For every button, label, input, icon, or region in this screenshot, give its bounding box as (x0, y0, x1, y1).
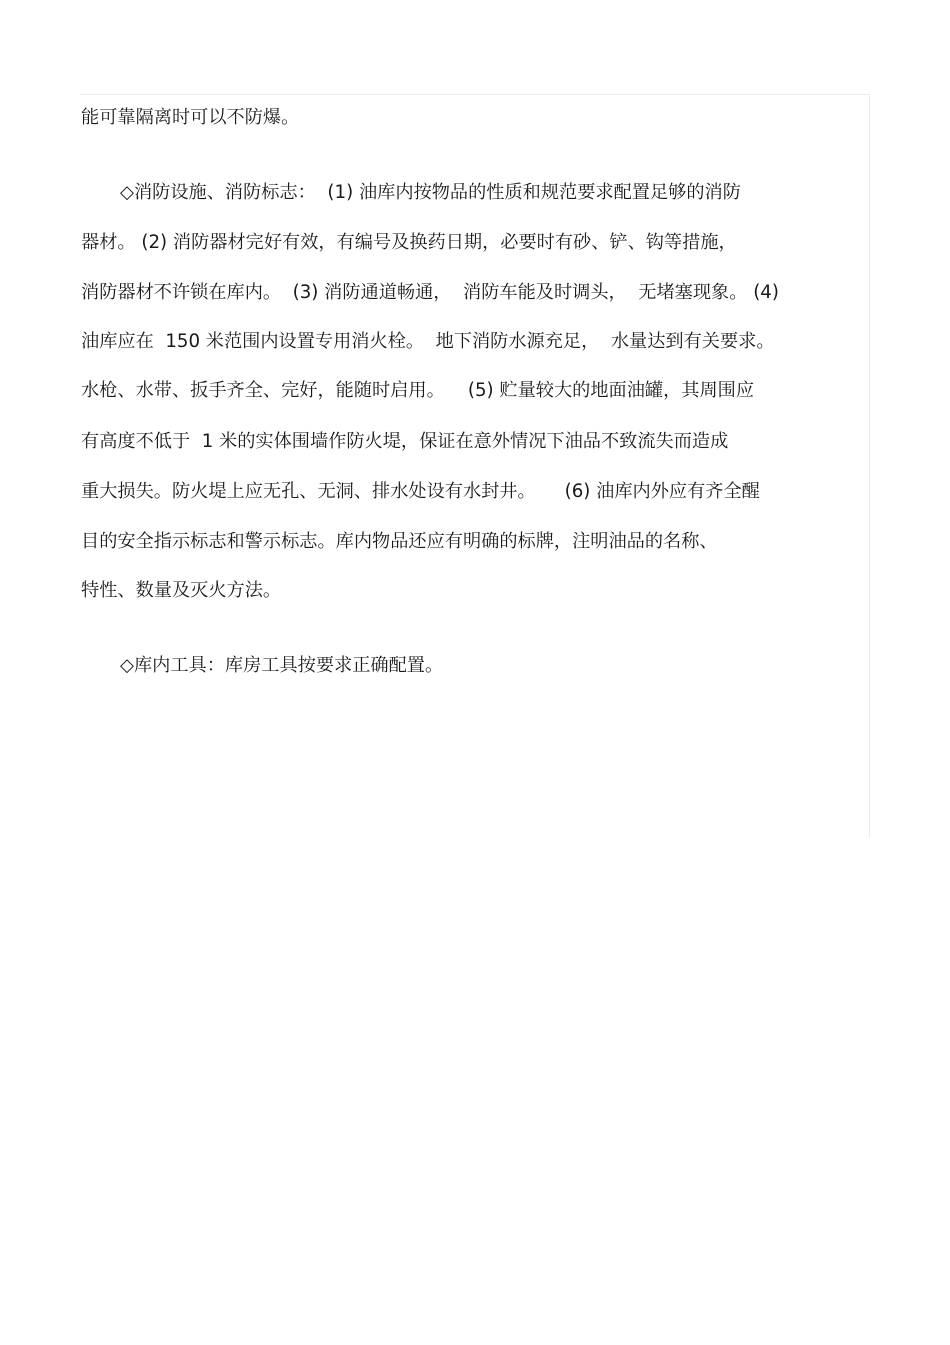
paragraph-2-line-5: 水枪、水带、扳手齐全、完好，能随时启用。 (5) 贮量较大的地面油罐，其周围应 (81, 380, 755, 401)
paragraph-2-line-6: 有高度不低于 1 米的实体围墙作防火堤，保证在意外情况下油品不致流失而造成 (81, 431, 729, 452)
paragraph-2-line-7: 重大损失。防火堤上应无孔、无洞、排水处设有水封井。 (6) 油库内外应有齐全醒 (81, 481, 760, 502)
page-right-border (869, 94, 870, 838)
paragraph-3-line-1: ◇库内工具：库房工具按要求正确配置。 (120, 655, 444, 676)
paragraph-2-line-1: ◇消防设施、消防标志： (1) 油库内按物品的性质和规范要求配置足够的消防 (120, 182, 741, 203)
paragraph-2-line-9: 特性、数量及灭火方法。 (81, 580, 282, 601)
paragraph-2-line-3: 消防器材不许锁在库内。 (3) 消防通道畅通， 消防车能及时调头， 无堵塞现象。 (4) (81, 282, 779, 303)
page-top-border (80, 94, 870, 95)
paragraph-1-line-1: 能可靠隔离时可以不防爆。 (81, 107, 300, 128)
paragraph-2-line-8: 目的安全指示标志和警示标志。库内物品还应有明确的标牌，注明油品的名称、 (81, 531, 718, 552)
paragraph-2-line-2: 器材。 (2) 消防器材完好有效，有编号及换药日期，必要时有砂、铲、钩等措施， (81, 232, 737, 253)
paragraph-2-line-4: 油库应在 150 米范围内设置专用消火栓。 地下消防水源充足， 水量达到有关要求。 (81, 331, 775, 352)
